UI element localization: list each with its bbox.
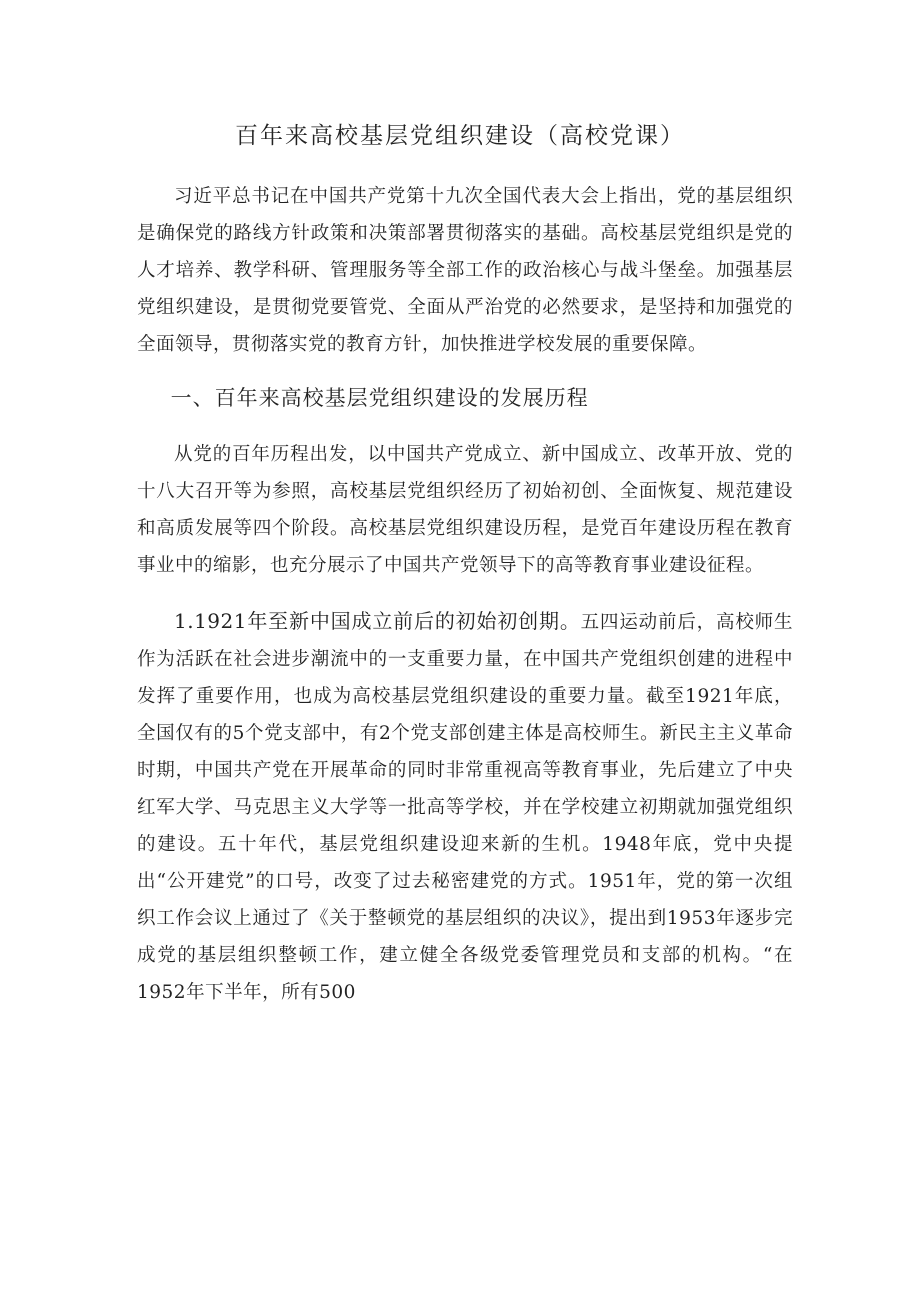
document-body bbox=[137, 178, 793, 1011]
stage-one-lead: 1.1921年至新中国成立前后的初始初创期。 bbox=[174, 609, 581, 633]
stage-one-paragraph bbox=[137, 603, 793, 1011]
intro-paragraph: 习近平总书记在中国共产党第十九次全国代表大会上指出，党的基层组织是确保党的路线方针政策和决策部署贯彻落实的基础。高校基层党组织是党的人才培养、教学科研、管理服务等全部工作的政治核心与战斗堡垒。加强基层党组织建设，是贯彻党要管党、全面从严治党的必然要求，是坚持和加强党的全面领导，贯彻落实党的教育方针，加快推进学校发展的重要保障。 bbox=[137, 186, 793, 355]
stage-one-body: 五四运动前后，高校师生作为活跃在社会进步潮流中的一支重要力量，在中国共产党组织创建的进程中发挥了重要作用，也成为高校基层党组织建设的重要力量。截至1921年底，全国仅有的5个党支部中，有2个党支部创建主体是高校师生。新民主主义革命时期，中国共产党在开展革命的同时非常重视高等教育事业，先后建立了中央红军大学、马克思主义大学等一批高等学校，并在学校建立初期就加强党组织的建设。五十年代，基层党组织建设迎来新的生机。1948年底，党中央提出“公开建党”的口号，改变了过去秘密建党的方式。1951年，党的第一次组织工作会议上通过了《关于整顿党的基层组织的决议》，提出到1953年逐步完成党的基层组织整顿工作，建立健全各级党委管理党员和支部的机构。“在1952年下半年，所有500 bbox=[137, 612, 793, 1003]
section-heading: 一、百年来高校基层党组织建设的发展历程 bbox=[170, 386, 589, 410]
section-intro-paragraph: 从党的百年历程出发，以中国共产党成立、新中国成立、改革开放、党的十八大召开等为参照，高校基层党组织经历了初始初创、全面恢复、规范建设和高质发展等四个阶段。高校基层党组织建设历程，是党百年建设历程在教育事业中的缩影，也充分展示了中国共产党领导下的高等教育事业建设征程。 bbox=[137, 444, 793, 576]
document-title: 百年来高校基层党组织建设（高校党课） bbox=[235, 123, 685, 149]
